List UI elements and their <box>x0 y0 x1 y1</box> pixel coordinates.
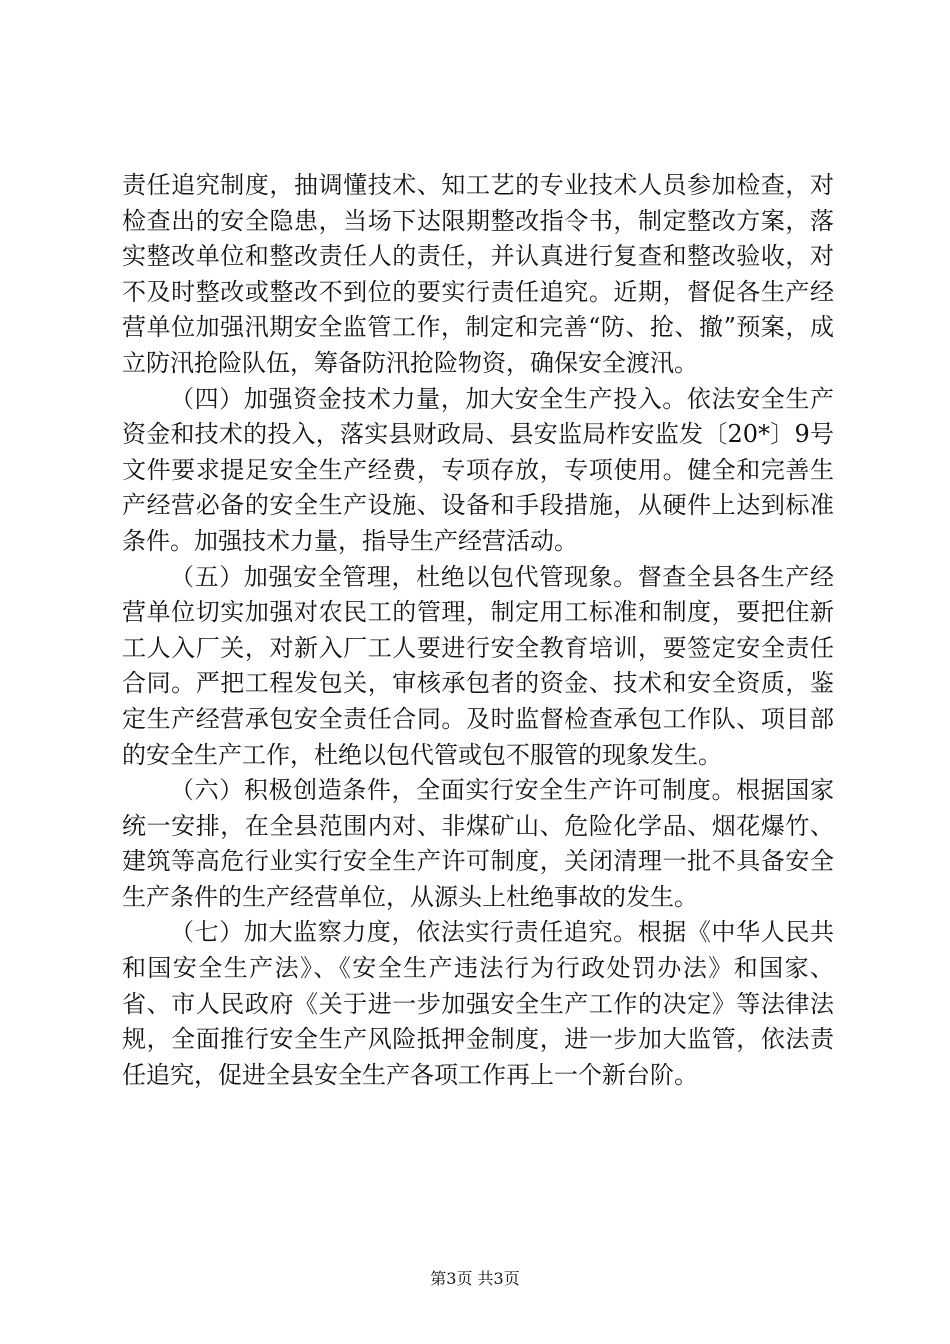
paragraph-section-7: （七）加大监察力度，依法实行责任追究。根据《中华人民共和国安全生产法》、《安全生产违法行为行政处罚办法》和国家、省、市人民政府《关于进一步加强安全生产工作的决定》等法律法规，全面推行安全生产风险抵押金制度，进一步加大监管，依法责任追究，促进全县安全生产各项工作再上一个新台阶。 <box>122 918 834 1089</box>
paragraph-section-5: （五）加强安全管理，杜绝以包代管现象。督查全县各生产经营单位切实加强对农民工的管理，制定用工标准和制度，要把住新工人入厂关，对新入厂工人要进行安全教育培训，要签定安全责任合同。严把工程发包关，审核承包者的资金、技术和安全资质，鉴定生产经营承包安全责任合同。及时监督检查承包工作队、项目部的安全生产工作，杜绝以包代管或包不服管的现象发生。 <box>122 562 834 769</box>
page-number-footer: 第3页 共3页 <box>430 1269 520 1288</box>
document-body <box>122 168 834 1093</box>
paragraph-section-6: （六）积极创造条件，全面实行安全生产许可制度。根据国家统一安排，在全县范围内对、非煤矿山、危险化学品、烟花爆竹、建筑等高危行业实行安全生产许可制度，关闭清理一批不具备安全生产条件的生产经营单位，从源头上杜绝事故的发生。 <box>122 776 834 911</box>
paragraph-continuation: 责任追究制度，抽调懂技术、知工艺的专业技术人员参加检查，对检查出的安全隐患，当场下达限期整改指令书，制定整改方案，落实整改单位和整改责任人的责任，并认真进行复查和整改验收，对不及时整改或整改不到位的要实行责任追究。近期，督促各生产经营单位加强汛期安全监管工作，制定和完善“防、抢、撤”预案，成立防汛抢险队伍，筹备防汛抢险物资，确保安全渡汛。 <box>122 171 834 377</box>
paragraph-section-4: （四）加强资金技术力量，加大安全生产投入。依法安全生产资金和技术的投入，落实县财政局、县安监局柞安监发〔20*〕9号文件要求提足安全生产经费，专项存放，专项使用。健全和完善生产经营必备的安全生产设施、设备和手段措施，从硬件上达到标准条件。加强技术力量，指导生产经营活动。 <box>122 384 834 555</box>
